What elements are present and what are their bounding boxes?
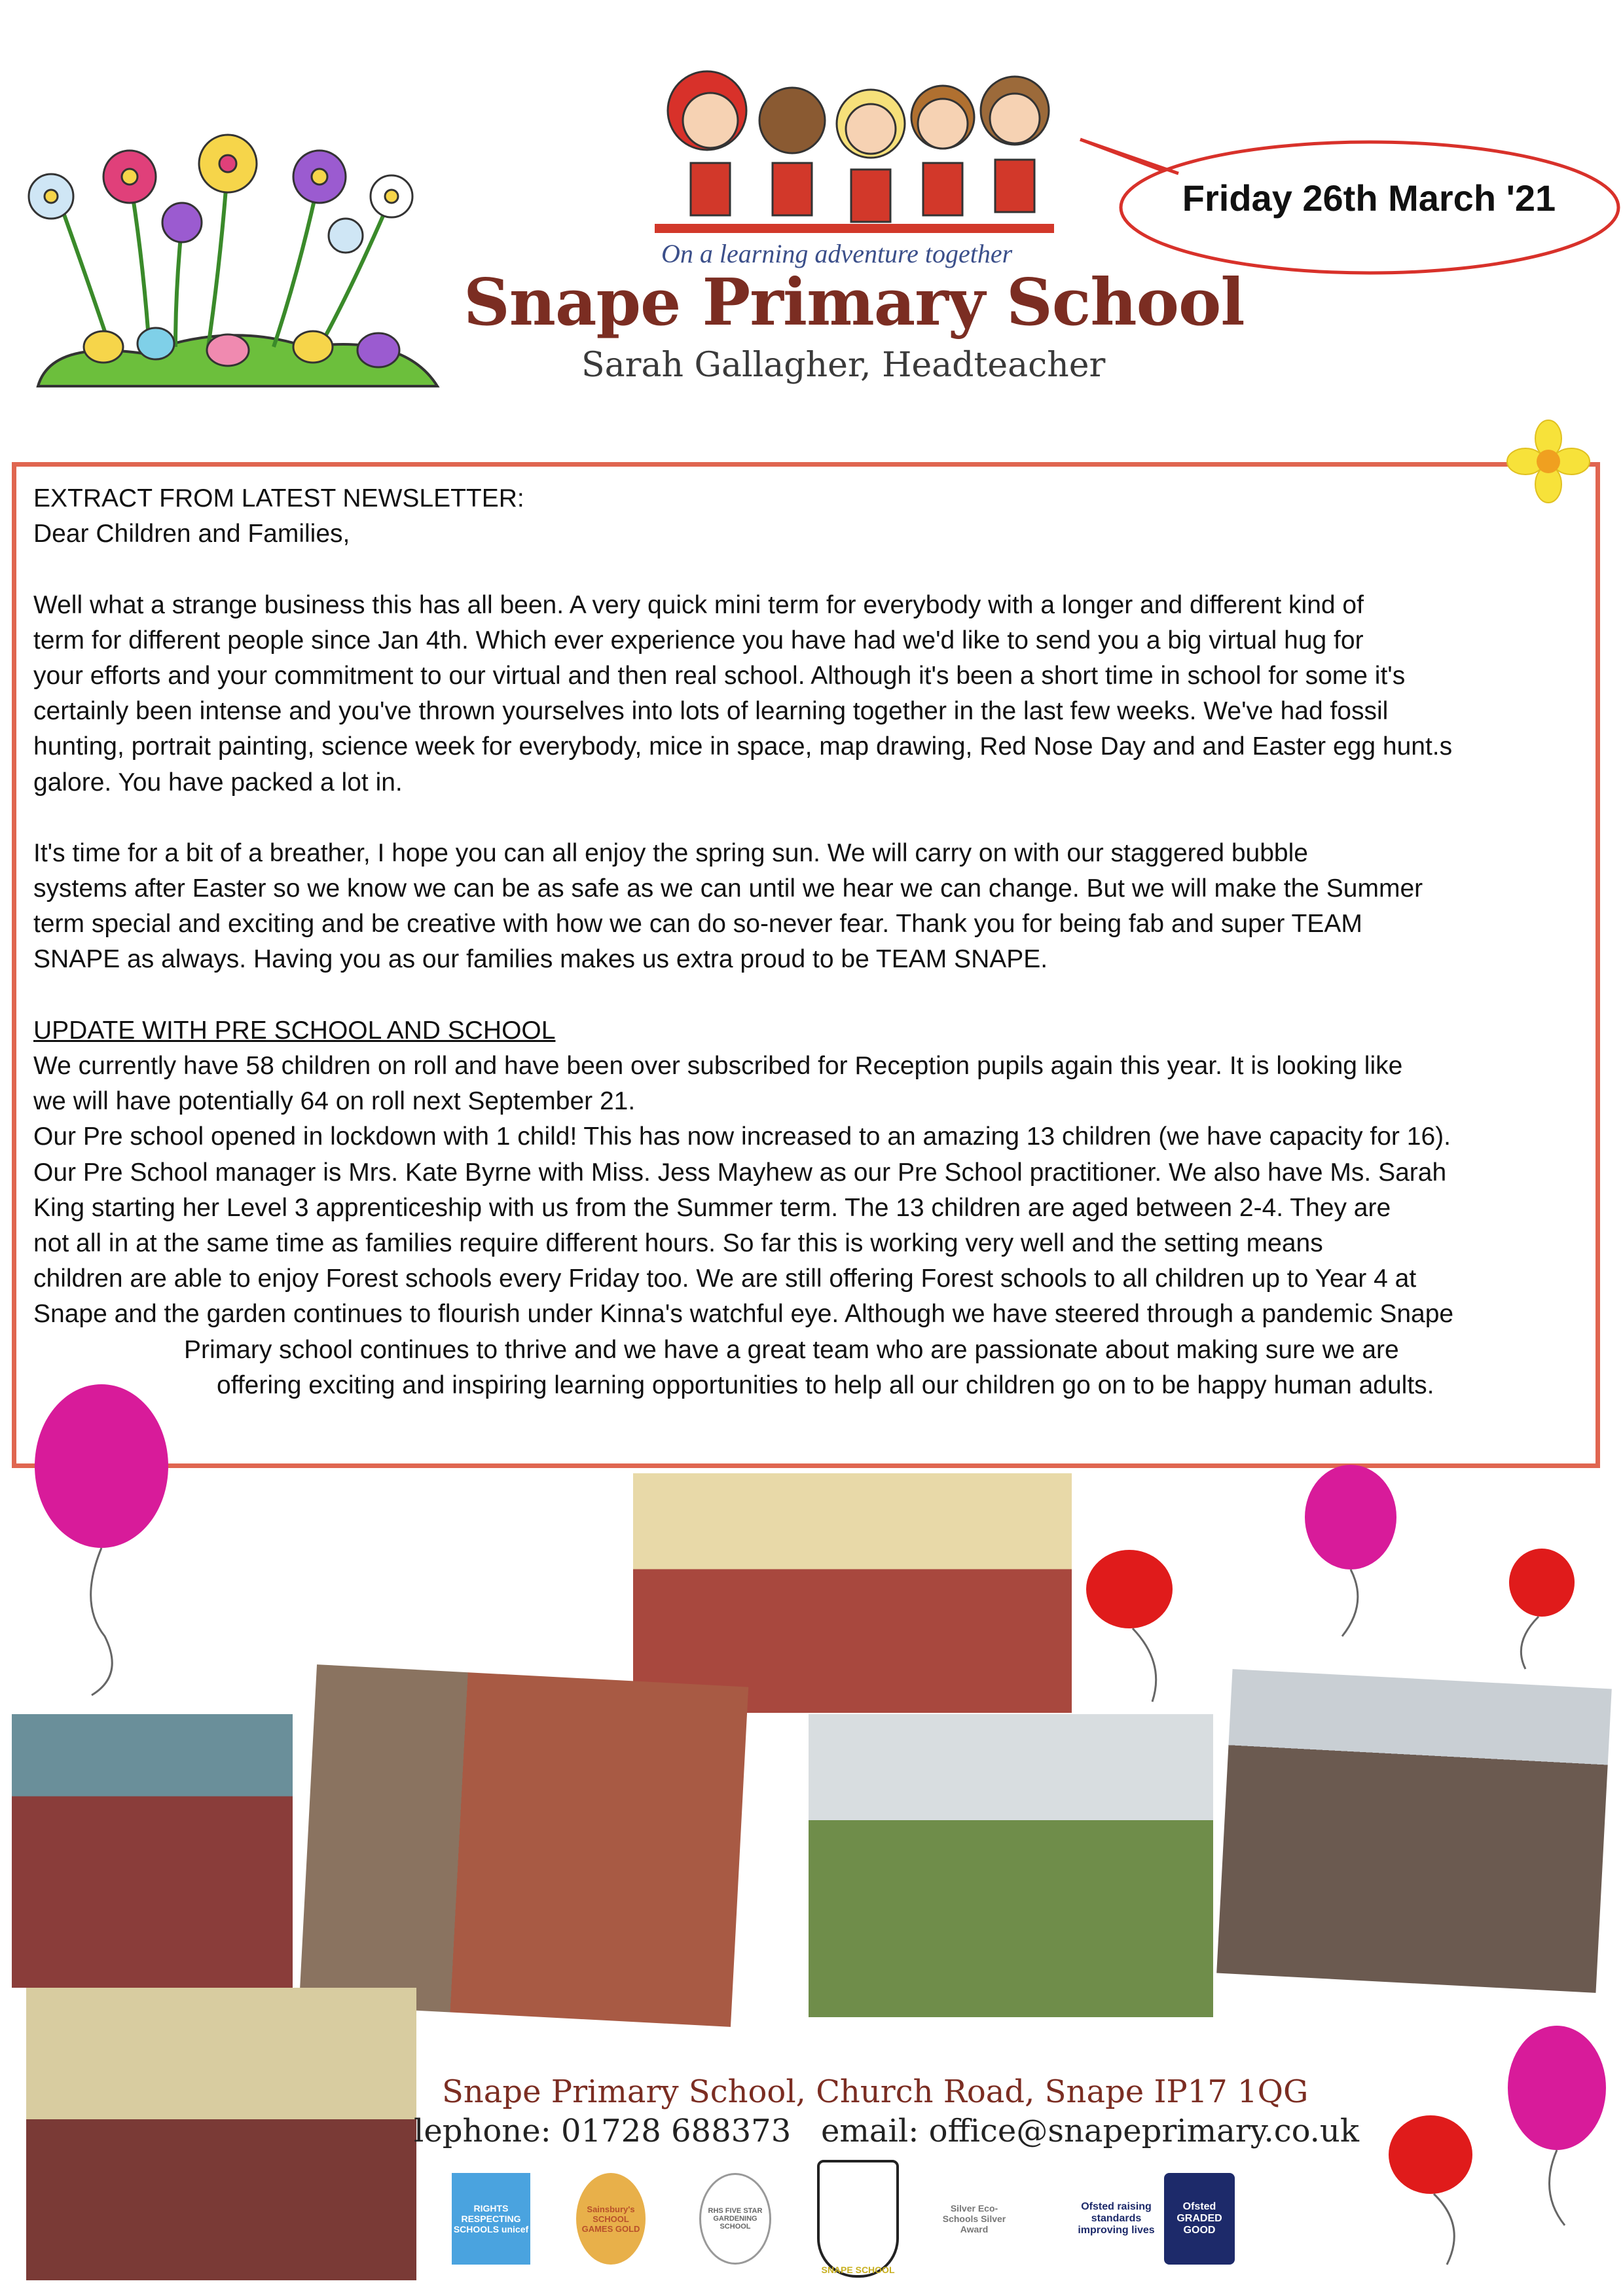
daffodil-icon — [1506, 419, 1591, 504]
paragraph-line: galore. You have packed a lot in. — [33, 768, 403, 797]
spring-flowers-illustration — [12, 124, 450, 402]
ofsted-graded-good-logo: Ofsted GRADED GOOD — [1164, 2173, 1235, 2265]
photo-group-field — [809, 1714, 1213, 2017]
photo-alphabet-wall — [299, 1664, 748, 2027]
section-heading: UPDATE WITH PRE SCHOOL AND SCHOOL — [33, 1016, 556, 1045]
balloon-icon — [1305, 1465, 1396, 1636]
balloon-icon — [1509, 1549, 1575, 1669]
balloon-icon — [1389, 2115, 1472, 2265]
paragraph-line: offering exciting and inspiring learning opportunities to help all our children go on to be happy human adults. — [217, 1371, 1434, 1399]
headteacher-name: Sarah Gallagher, Headteacher — [581, 346, 1106, 385]
school-games-gold-logo: Sainsbury's SCHOOL GAMES GOLD — [576, 2173, 646, 2265]
paragraph-line: SNAPE as always. Having you as our families makes us extra proud to be TEAM SNAPE. — [33, 945, 1048, 974]
paragraph-line: Well what a strange business this has all been. A very quick mini term for everybody with a longer and different kind of — [33, 590, 1364, 619]
unicef-rights-respecting-logo: RIGHTS RESPECTING SCHOOLS unicef — [452, 2173, 530, 2265]
paragraph-line: we will have potentially 64 on roll next September 21. — [33, 1087, 636, 1116]
school-contact: lephone: 01728 688373 email: office@snapeprimary.co.uk — [414, 2113, 1359, 2149]
paragraph-line: We currently have 58 children on roll and have been over subscribed for Reception pupils again this year. It is looking like — [33, 1052, 1403, 1080]
paragraph-line: King starting her Level 3 apprenticeship with us from the Summer term. The 13 children are aged between 2-4. They are — [33, 1193, 1391, 1222]
photo-school-hall — [26, 1988, 416, 2280]
paragraph-line: term for different people since Jan 4th. Which ever experience you have had we'd like to send you a big virtual hug for — [33, 626, 1364, 655]
paragraph-line: children are able to enjoy Forest schools every Friday too. We are still offering Forest schools to all children up to Year 4 at — [33, 1265, 1417, 1293]
paragraph-line: your efforts and your commitment to our virtual and then real school. Although it's been a short time in school for some it's — [33, 661, 1406, 690]
eco-schools-silver-logo: Silver Eco-Schools Silver Award — [942, 2203, 1006, 2234]
ofsted-logo: Ofsted raising standards improving lives — [1078, 2201, 1155, 2236]
balloon-icon — [1086, 1550, 1173, 1702]
photo-boys-classroom — [12, 1714, 293, 1988]
paragraph-line: not all in at the same time as families require different hours. So far this is working very well and the setting means — [33, 1229, 1323, 1257]
rhs-gardening-logo: RHS FIVE STAR GARDENING SCHOOL — [699, 2173, 771, 2265]
paragraph-line: hunting, portrait painting, science week for everybody, mice in space, map drawing, Red Nose Day and and Easter egg hunt.s — [33, 732, 1453, 761]
school-tagline: On a learning adventure together — [661, 239, 1013, 268]
heading: EXTRACT FROM LATEST NEWSLETTER: — [33, 484, 524, 512]
school-address: Snape Primary School, Church Road, Snape IP17 1QG — [442, 2073, 1309, 2110]
greeting: Dear Children and Families, — [33, 520, 350, 548]
paragraph-line: It's time for a bit of a breather, I hope you can all enjoy the spring sun. We will carry on with our staggered bubble — [33, 838, 1308, 867]
paragraph-line: certainly been intense and you've thrown yourselves into lots of learning together in the last few weeks. We've had fossil — [33, 697, 1389, 726]
paragraph-line: Our Pre school opened in lockdown with 1 child! This has now increased to an amazing 13 children (we have capacity for 16). — [33, 1122, 1451, 1151]
paragraph-line: term special and exciting and be creative with how we can do so-never fear. Thank you for being fab and super TEAM — [33, 910, 1362, 939]
blank-line — [33, 800, 1453, 836]
paragraph-line: systems after Easter so we know we can be as safe as we can until we hear we can change. But we will make the Summer — [33, 874, 1423, 903]
school-name: Snape Primary School — [464, 265, 1245, 340]
snape-school-crest-logo: SNAPE SCHOOL — [817, 2160, 899, 2278]
newsletter-date: Friday 26th March '21 — [1182, 177, 1556, 219]
paragraph-line: Our Pre School manager is Mrs. Kate Byrne with Miss. Jess Mayhew as our Pre School practitioner. We also have Ms. Sarah — [33, 1158, 1447, 1187]
blank-line — [33, 978, 1453, 1013]
school-logo-children-illustration — [629, 58, 1082, 248]
newsletter-text — [33, 481, 1453, 1403]
photo-children-classroom-floor — [633, 1473, 1072, 1713]
balloon-icon — [1508, 2026, 1606, 2225]
blank-line — [33, 552, 1453, 587]
paragraph-line: Snape and the garden continues to flourish under Kinna's watchful eye. Although we have steered through a pandemic Snape — [33, 1300, 1454, 1329]
photo-easter-egg-hunt — [1216, 1669, 1612, 1993]
paragraph-line: Primary school continues to thrive and we have a great team who are passionate about making sure we are — [184, 1335, 1399, 1364]
